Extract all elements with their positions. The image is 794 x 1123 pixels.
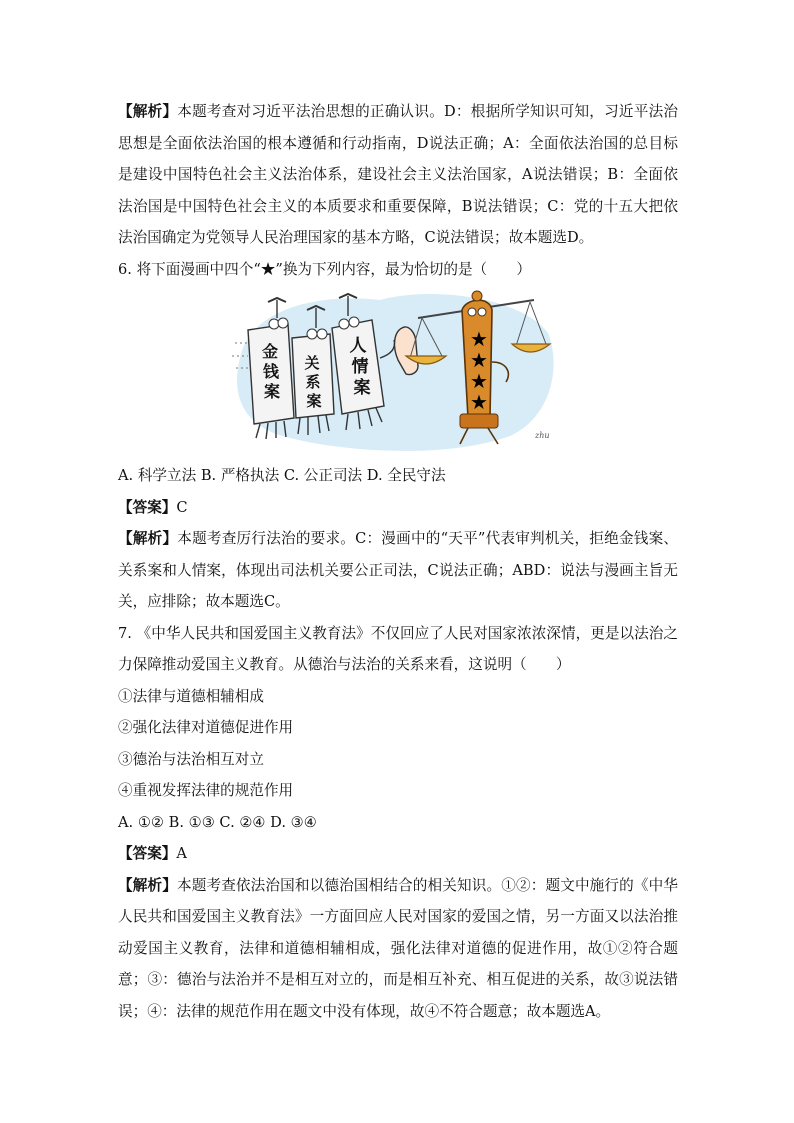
analysis-text: 本题考查厉行法治的要求。C：漫画中的“天平”代表审判机关，拒绝金钱案、关系案和人情案，体现出司法机关要公正司法，C说法正确；ABD：说法与漫画主旨无关，应排除；故本题选C。 [118,530,678,610]
q6-options: A. 科学立法 B. 严格执法 C. 公正司法 D. 全民守法 [118,467,446,484]
answer-value: C [176,498,188,516]
q6-analysis [118,523,678,618]
doc1-char-1: 金 [261,342,279,361]
analysis-label: 【解析】 [118,530,178,547]
doc2-char-1: 关 [304,354,320,372]
star-3: ★ [470,369,488,393]
doc1-char-2: 钱 [262,362,280,381]
star-4: ★ [470,390,488,414]
doc2-char-3: 案 [306,392,322,410]
answer-label: 【答案】 [118,845,177,862]
cartoon-container [118,288,678,454]
document-page [118,96,678,1027]
analysis-label: 【解析】 [118,876,177,894]
q7-item-1: ①法律与道德相辅相成 [118,687,264,705]
analysis-text: 本题考查对习近平法治思想的正确认识。D：根据所学知识可知，习近平法治思想是全面依法治国的根本遵循和行动指南，D说法正确；A：全面依法治国的总目标是建设中国特色社会主义法治体系，建设社会主义法治国家，A说法错误；B：全面依法治国是中国特色社会主义的本质要求和重要保障，B说法错误；C：党的十五大把依法治国确定为党领导人民治理国家的基本方略，C说法错误；故本题选D。 [118,103,678,246]
doc3-char-3: 案 [353,378,371,398]
q7-item-2: ②强化法律对道德促进作用 [118,719,294,736]
analysis-text: 本题考查依法治国和以德治国相结合的相关知识。①②：题文中施行的《中华人民共和国爱国主义教育法》一方面回应人民对国家的爱国之情，另一方面又以法治推动爱国主义教育，法律和道德相辅相成，强化法律对道德的促进作用，故①②符合题意；③：德治与法治并不是相互对立的，而是相互补充、相互促进的关系，故③说法错误；④：法律的规范作用在题文中没有体现，故④不符合题意；故本题选A。 [118,876,678,1020]
star-2: ★ [470,348,488,372]
q7-analysis [118,870,678,1028]
q6-stem: 6. 将下面漫画中四个“★”换为下列内容，最为恰切的是（ ） [118,260,531,278]
doc3-char-1: 人 [349,336,367,356]
artist-signature: zhu [535,431,550,440]
doc1-char-3: 案 [263,382,281,401]
q7-answer [118,838,678,870]
doc2-char-2: 系 [305,373,321,391]
answer-label: 【答案】 [118,498,177,516]
doc3-char-2: 情 [351,357,369,377]
star-1: ★ [470,327,488,351]
analysis-label: 【解析】 [118,103,178,120]
q7-item-3: ③德治与法治相互对立 [118,750,264,768]
justice-scale-cartoon [230,288,558,454]
q7-item-4: ④重视发挥法律的规范作用 [118,782,294,799]
answer-value: A [176,845,187,862]
q7-stem: 7. 《中华人民共和国爱国主义教育法》不仅回应了人民对国家浓浓深情，更是以法治之力保障推动爱国主义教育。从德治与法治的关系来看，这说明（ ） [118,624,678,673]
q5-analysis [118,96,678,254]
q6-answer [118,492,678,524]
q7-options: A. ①② B. ①③ C. ②④ D. ③④ [118,813,317,831]
